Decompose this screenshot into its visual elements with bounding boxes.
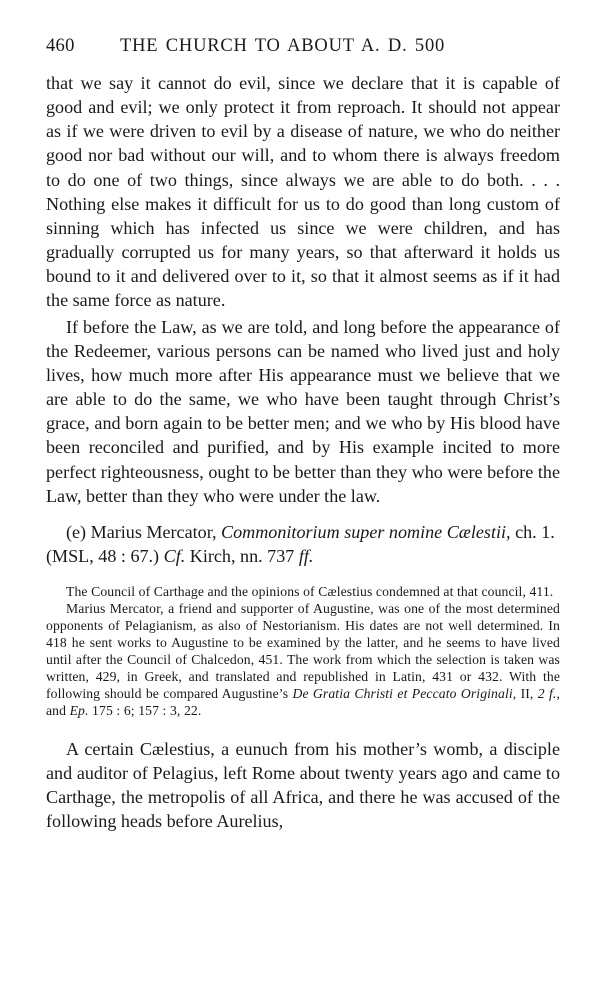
source-author: Marius Mercator, (90, 521, 217, 542)
source-heading (46, 520, 560, 569)
note-text-c: , and (46, 685, 560, 718)
note-f-ref: 2 f. (537, 685, 557, 701)
page (46, 36, 560, 833)
body-paragraph-2: If before the Law, as we are told, and long before the appearance of the Redeemer, various persons can be named who lived just and holy lives, how much more after His appearance must we believe that we are able to do the same, we who have been taught through Christ’s grace, and born again to be better men; and we who by His blood have been reconciled and purified, and by His example incited to more perfect righteousness, ought to be better than they who were before the Law, better than they who were under the law. (46, 316, 560, 506)
running-head (46, 36, 560, 57)
note-heading: The Council of Carthage and the opinions of Cælestius condemned at that council, 411. (66, 583, 554, 599)
running-title: THE CHURCH TO ABOUT A. D. 500 (120, 36, 446, 56)
source-cf: Cf. (163, 546, 186, 567)
source-work-title: Commonitorium super nomine Cælestii, (221, 521, 511, 542)
note-paragraph (46, 600, 560, 719)
source-label: (e) (66, 521, 87, 542)
source-cf-text: Kirch, nn. 737 (189, 546, 295, 567)
translation-paragraph: A certain Cælestius, a eunuch from his mother’s womb, a disciple and auditor of Pelagius, left Rome about twenty years ago and came to Carthage, the metropolis of all Africa, and there he was accused of the following heads before Aurelius, (46, 738, 560, 832)
note-ep: Ep. (69, 702, 89, 718)
source-ff: ff. (298, 546, 314, 567)
source-reference: ch. 1. (MSL, 48 : 67.) (46, 521, 555, 567)
note-text-b: II, (520, 685, 538, 701)
note-work-title: De Gratia Christi et Peccato Originali, (292, 685, 517, 701)
note-text-d: 175 : 6; 157 : 3, 22. (88, 702, 202, 718)
page-number: 460 (46, 36, 75, 56)
body-paragraph-1: that we say it cannot do evil, since we declare that it is capable of good and evil; we only protect it from reproach. It should not appear as if we were driven to evil by a disease of nature, we who do neither good nor bad without our will, and to whom there is always freedom to do one of two things, since always we are able to do both. . . . Nothing else makes it difficult for us to do good than long custom of sinning which has infected us since we were children, and has gradually corrupted us for many years, so that afterward it holds us bound to it and delivered over to it, so that it almost seems as if it had the same force as nature. (46, 73, 560, 311)
note-text-a: Marius Mercator, a friend and supporter of Augustine, was one of the most determined opponents of Pelagianism, as also of Nestorianism. His dates are not well determined. In 418 he sent works to Augustine to be examined by the latter, and he seems to have lived until after the Council of Chalcedon, 451. The work from which the selection is taken was written, 429, in Greek, and translated and republished in Latin, 431 or 432. With the following should be compared Augustine’s (46, 600, 560, 701)
